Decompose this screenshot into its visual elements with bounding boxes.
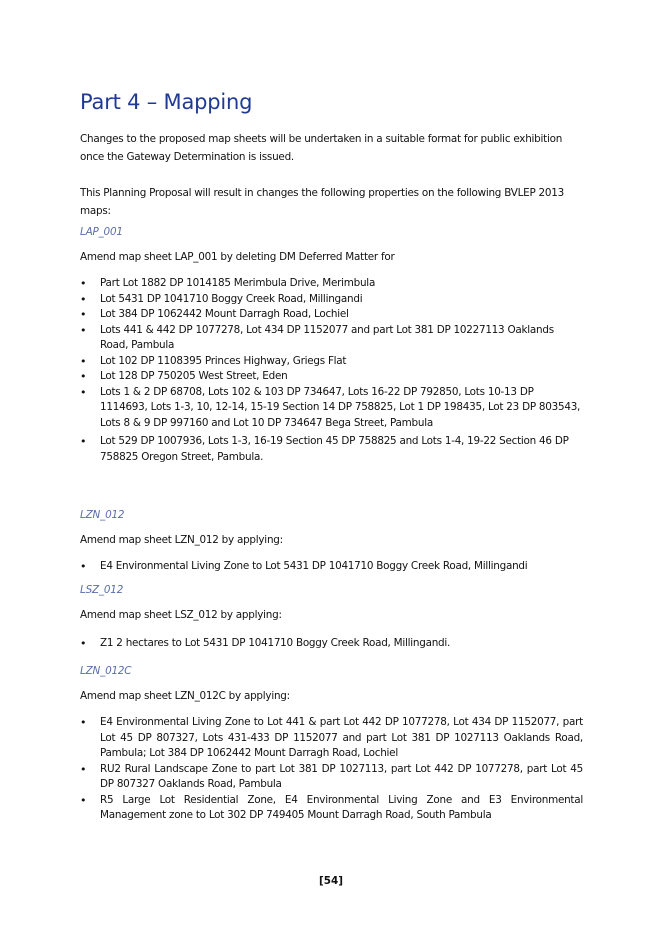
list-item: • Z1 2 hectares to Lot 5431 DP 1041710 Boggy Creek Road, Millingandi. bbox=[80, 636, 583, 652]
list-item: • E4 Environmental Living Zone to Lot 441 & part Lot 442 DP 1077278, Lot 434 DP 1152077, part Lot 45 DP 807327, Lots 431-433 DP 1152077 and part Lot 381 DP 1027113 Oaklands Road, Pambula; Lot 384 DP 1062442 Mount Darragh Road, Lochiel bbox=[80, 715, 583, 762]
section-intro-lsz-012: Amend map sheet LSZ_012 by applying: bbox=[80, 609, 282, 621]
lzn-012-list bbox=[80, 559, 583, 575]
section-intro-lzn-012: Amend map sheet LZN_012 by applying: bbox=[80, 534, 283, 546]
list-item: • Part Lot 1882 DP 1014185 Merimbula Drive, Merimbula bbox=[80, 276, 583, 292]
list-item: • Lot 5431 DP 1041710 Boggy Creek Road, Millingandi bbox=[80, 292, 583, 308]
list-item: • Lot 102 DP 1108395 Princes Highway, Griegs Flat bbox=[80, 354, 583, 370]
list-item: • E4 Environmental Living Zone to Lot 5431 DP 1041710 Boggy Creek Road, Millingandi bbox=[80, 559, 583, 575]
list-item: • Lot 384 DP 1062442 Mount Darragh Road, Lochiel bbox=[80, 307, 583, 323]
intro-paragraph-2: This Planning Proposal will result in changes the following properties on the following BVLEP 2013 maps: bbox=[80, 187, 564, 217]
list-item: • RU2 Rural Landscape Zone to part Lot 381 DP 1027113, part Lot 442 DP 1077278, part Lot 45 DP 807327 Oaklands Road, Pambula bbox=[80, 762, 583, 793]
list-item: • Lot 529 DP 1007936, Lots 1-3, 16-19 Section 45 DP 758825 and Lots 1-4, 19-22 Section 46 DP 758825 Oregon Street, Pambula. bbox=[80, 434, 583, 465]
section-title-lap-001: LAP_001 bbox=[80, 226, 123, 238]
list-item: • Lots 1 & 2 DP 68708, Lots 102 & 103 DP 734647, Lots 16-22 DP 792850, Lots 10-13 DP 1114693, Lots 1-3, 10, 12-14, 15-19 Section 14 DP 758825, Lot 1 DP 198435, Lot 23 DP 803543, Lots 8 & 9 DP 997160 and Lot 10 DP 734647 Bega Street, Pambula bbox=[80, 385, 583, 432]
lsz-012-list bbox=[80, 636, 583, 652]
section-intro-lzn-012c: Amend map sheet LZN_012C by applying: bbox=[80, 690, 290, 702]
intro-paragraph-1: Changes to the proposed map sheets will be undertaken in a suitable format for public exhibition once the Gateway Determination is issued. bbox=[80, 133, 563, 163]
page-heading: Part 4 – Mapping bbox=[80, 90, 253, 114]
list-item: • R5 Large Lot Residential Zone, E4 Environmental Living Zone and E3 Environmental Management zone to Lot 302 DP 749405 Mount Darragh Road, South Pambula bbox=[80, 793, 583, 824]
lzn-012c-list bbox=[80, 715, 583, 824]
page-number: [54] bbox=[319, 875, 343, 887]
section-intro-lap-001: Amend map sheet LAP_001 by deleting DM Deferred Matter for bbox=[80, 251, 395, 263]
section-title-lzn-012c: LZN_012C bbox=[80, 665, 132, 677]
list-item: • Lots 441 & 442 DP 1077278, Lot 434 DP 1152077 and part Lot 381 DP 10227113 Oaklands Road, Pambula bbox=[80, 323, 583, 354]
section-title-lsz-012: LSZ_012 bbox=[80, 584, 124, 596]
section-title-lzn-012: LZN_012 bbox=[80, 509, 125, 521]
lap-001-list bbox=[80, 276, 583, 465]
list-item: • Lot 128 DP 750205 West Street, Eden bbox=[80, 369, 583, 385]
